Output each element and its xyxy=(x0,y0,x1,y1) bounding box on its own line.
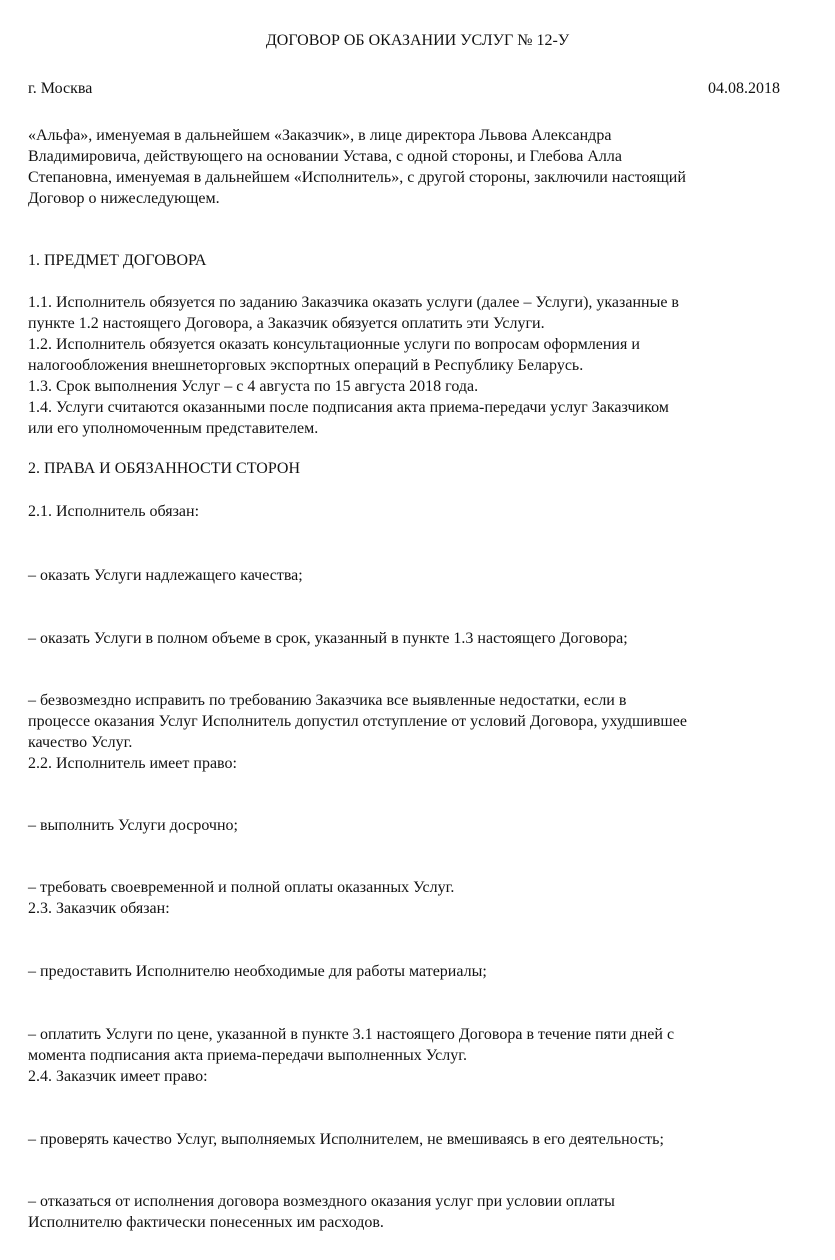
list-item: – отказаться от исполнения договора возмездного оказания услуг при условии оплаты xyxy=(28,1193,615,1210)
clause-line: или его уполномоченным представителем. xyxy=(28,420,319,437)
list-item: – оказать Услуги надлежащего качества; xyxy=(28,567,303,584)
city: г. Москва xyxy=(28,80,93,97)
clause-line: 1.2. Исполнитель обязуется оказать консультационные услуги по вопросам оформления и xyxy=(28,336,640,353)
list-item: – оплатить Услуги по цене, указанной в пункте 3.1 настоящего Договора в течение пяти дней с xyxy=(28,1026,675,1043)
list-item: процессе оказания Услуг Исполнитель допустил отступление от условий Договора, ухудшившее xyxy=(28,713,687,730)
list-item: – безвозмездно исправить по требованию Заказчика все выявленные недостатки, если в xyxy=(28,692,627,709)
list-item: Исполнителю фактически понесенных им расходов. xyxy=(28,1214,384,1231)
list-item: качество Услуг. xyxy=(28,734,133,751)
preamble-line: «Альфа», именуемая в дальнейшем «Заказчик», в лице директора Львова Александра xyxy=(28,127,612,144)
document-date: 04.08.2018 xyxy=(708,80,780,97)
clause-2-2: 2.2. Исполнитель имеет право: xyxy=(28,755,237,772)
list-item: – предоставить Исполнителю необходимые для работы материалы; xyxy=(28,963,487,980)
list-item: момента подписания акта приема-передачи выполненных Услуг. xyxy=(28,1047,467,1064)
preamble-line: Договор о нижеследующем. xyxy=(28,190,220,207)
clause-line: 1.1. Исполнитель обязуется по заданию Заказчика оказать услуги (далее – Услуги), указанные в xyxy=(28,294,679,311)
clause-2-1: 2.1. Исполнитель обязан: xyxy=(28,503,200,520)
clause-line: 1.4. Услуги считаются оказанными после подписания акта приема-передачи услуг Заказчиком xyxy=(28,399,669,416)
clause-2-3: 2.3. Заказчик обязан: xyxy=(28,900,170,917)
list-item: – проверять качество Услуг, выполняемых Исполнителем, не вмешиваясь в его деятельность; xyxy=(28,1131,664,1148)
clause-2-4: 2.4. Заказчик имеет право: xyxy=(28,1068,208,1085)
section-1-heading: 1. ПРЕДМЕТ ДОГОВОРА xyxy=(28,252,207,269)
list-item: – требовать своевременной и полной оплаты оказанных Услуг. xyxy=(28,879,455,896)
preamble-line: Владимировича, действующего на основании Устава, с одной стороны, и Глебова Алла xyxy=(28,148,622,165)
clause-line: 1.3. Срок выполнения Услуг – с 4 августа по 15 августа 2018 года. xyxy=(28,378,479,395)
list-item: – оказать Услуги в полном объеме в срок, указанный в пункте 1.3 настоящего Договора; xyxy=(28,630,628,647)
clause-line: пункте 1.2 настоящего Договора, а Заказчик обязуется оплатить эти Услуги. xyxy=(28,315,545,332)
list-item: – выполнить Услуги досрочно; xyxy=(28,817,238,834)
section-2-heading: 2. ПРАВА И ОБЯЗАННОСТИ СТОРОН xyxy=(28,460,301,477)
clause-line: налогообложения внешнеторговых экспортных операций в Республику Беларусь. xyxy=(28,357,584,374)
preamble-line: Степановна, именуемая в дальнейшем «Исполнитель», с другой стороны, заключили настоящий xyxy=(28,169,686,186)
document-title: ДОГОВОР ОБ ОКАЗАНИИ УСЛУГ № 12-У xyxy=(265,32,570,49)
